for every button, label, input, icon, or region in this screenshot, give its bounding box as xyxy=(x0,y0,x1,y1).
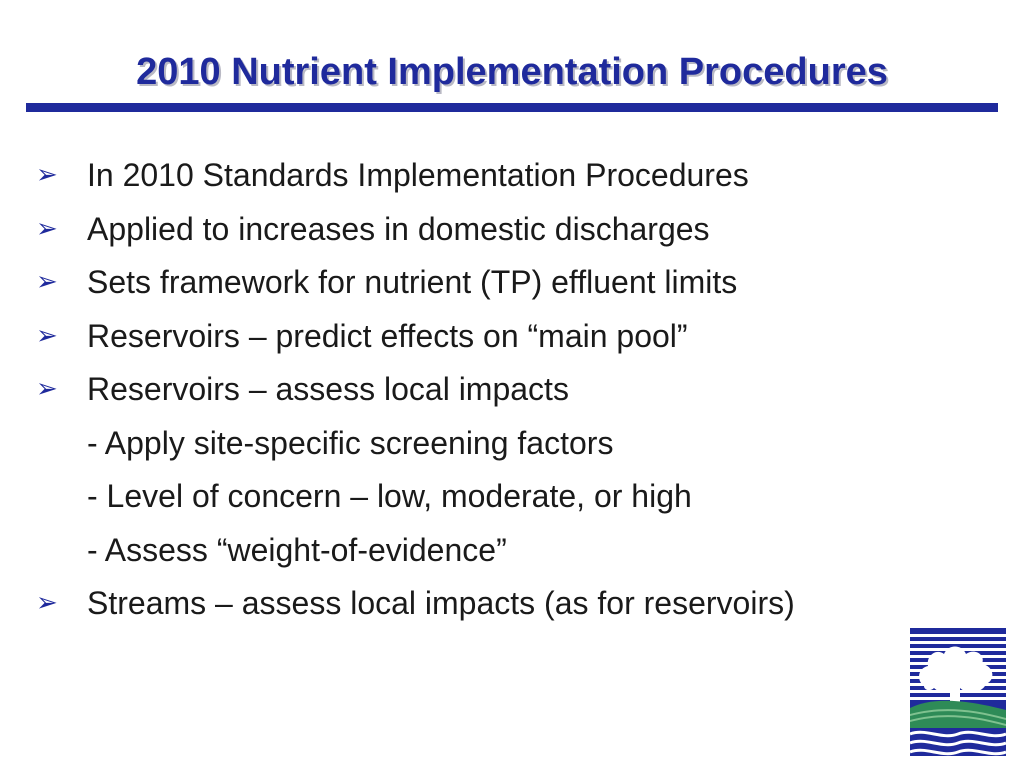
arrow-bullet-icon: ➢ xyxy=(36,320,58,351)
bullet-item xyxy=(36,364,996,418)
arrow-bullet-icon: ➢ xyxy=(36,588,58,618)
arrow-bullet-icon: ➢ xyxy=(36,213,58,244)
bullet-item xyxy=(36,257,996,311)
sub-bullet-text: - Level of concern – low, moderate, or high xyxy=(87,478,692,514)
bullet-text: Reservoirs – predict effects on “main pool” xyxy=(87,317,688,354)
bullet-text: Sets framework for nutrient (TP) effluent limits xyxy=(87,264,738,300)
sub-bullet-item xyxy=(36,471,996,525)
title-divider xyxy=(26,103,998,112)
bullet-text: Applied to increases in domestic discharges xyxy=(87,210,710,247)
bullet-item xyxy=(36,150,996,204)
arrow-bullet-icon: ➢ xyxy=(36,160,58,190)
sub-bullet-item xyxy=(36,525,996,579)
sub-bullet-text: - Apply site-specific screening factors xyxy=(87,424,614,461)
bullet-item xyxy=(36,204,996,258)
slide-title: 2010 Nutrient Implementation Procedures xyxy=(136,51,888,93)
bullet-item xyxy=(36,578,996,632)
bullet-text: Streams – assess local impacts (as for reservoirs) xyxy=(87,585,795,621)
sub-bullet-text: - Assess “weight-of-evidence” xyxy=(87,531,507,568)
arrow-bullet-icon: ➢ xyxy=(36,267,58,297)
arrow-bullet-icon: ➢ xyxy=(36,374,58,404)
agency-logo-tree-water-icon xyxy=(910,628,1006,756)
sub-bullet-item xyxy=(36,418,996,472)
bullet-item xyxy=(36,311,996,365)
bullet-list xyxy=(36,150,996,632)
bullet-text: In 2010 Standards Implementation Procedures xyxy=(87,157,749,193)
bullet-text: Reservoirs – assess local impacts xyxy=(87,371,569,407)
